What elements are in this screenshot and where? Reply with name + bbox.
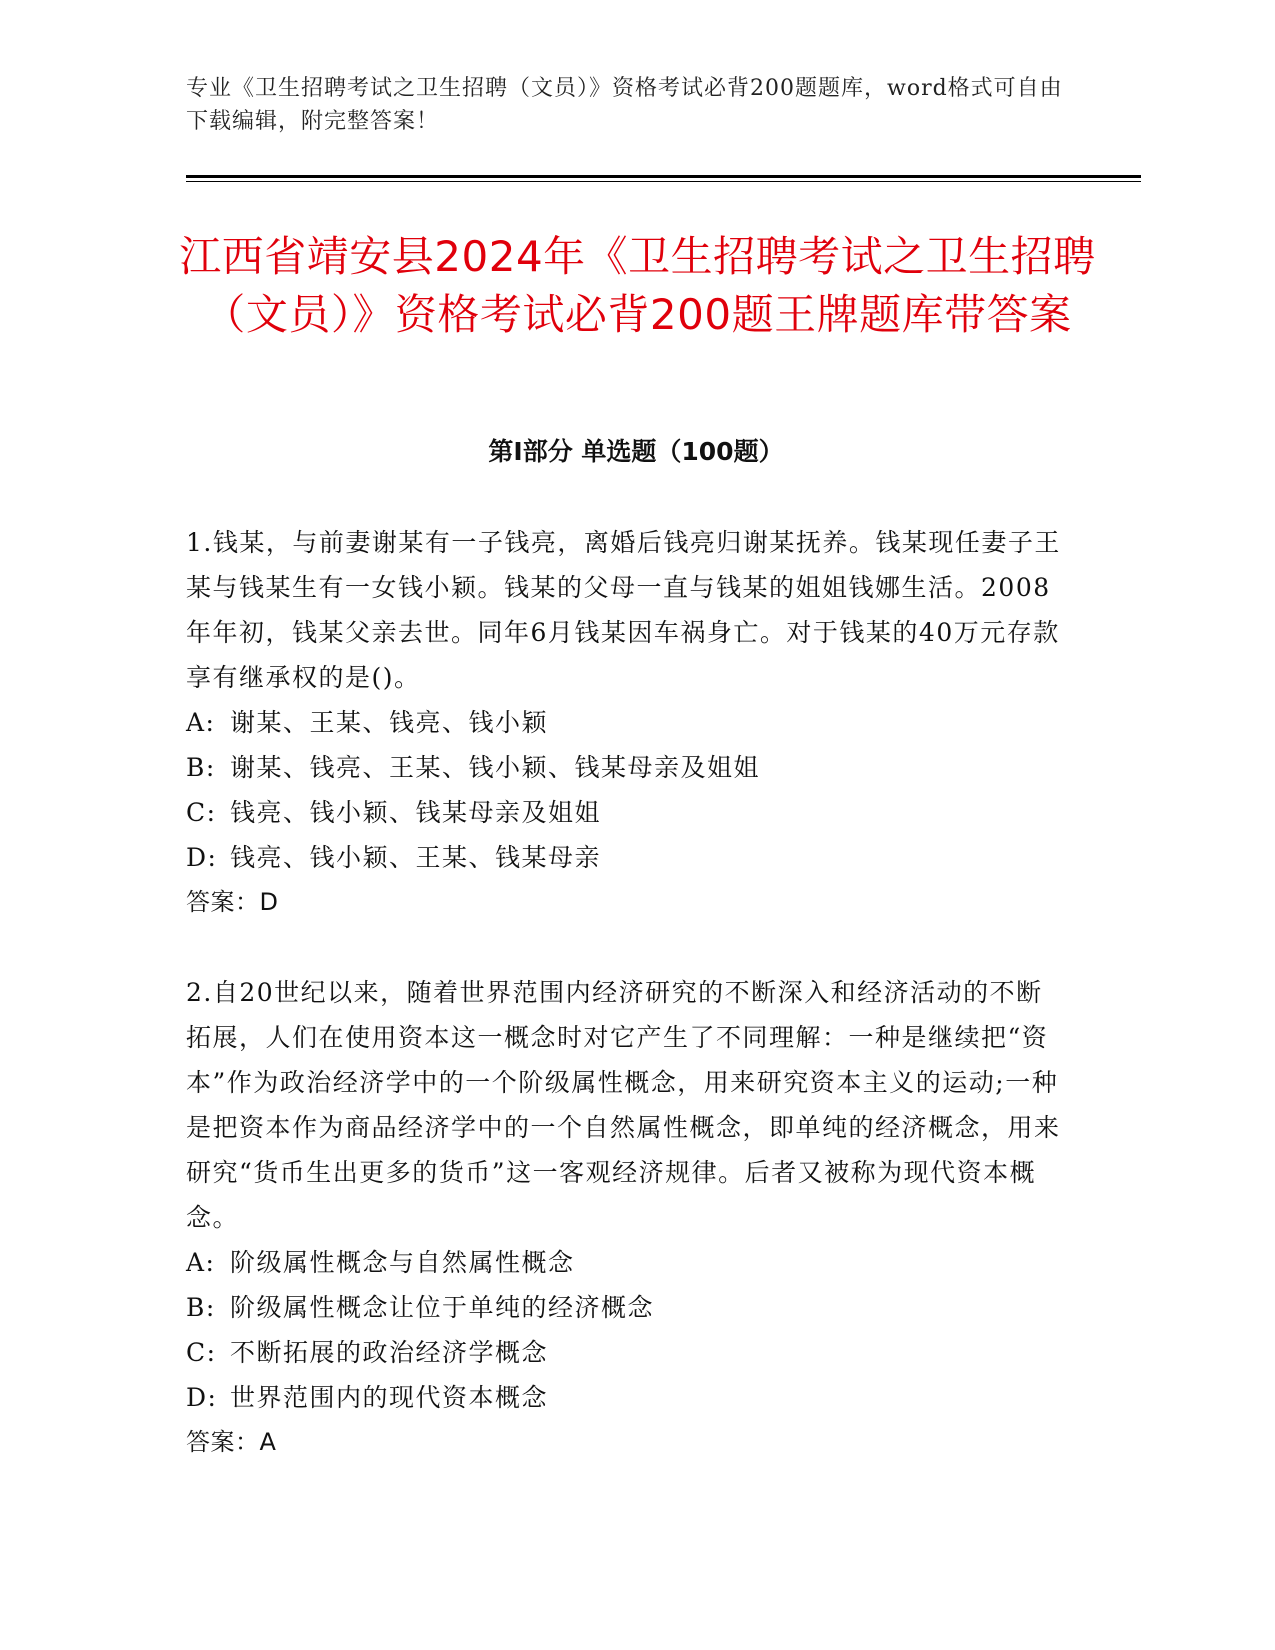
option-letter: D: (186, 843, 218, 872)
option-text: 世界范围内的现代资本概念 (230, 1383, 549, 1412)
option-text: 钱亮、钱小颖、钱某母亲及姐姐 (230, 798, 602, 827)
option-letter: D: (186, 1383, 218, 1412)
option-letter: B: (186, 1293, 216, 1322)
option-c (186, 1330, 1066, 1375)
option-a (186, 700, 1066, 745)
option-text: 阶级属性概念与自然属性概念 (230, 1248, 575, 1277)
header-note: 专业《卫生招聘考试之卫生招聘（文员）》资格考试必背200题题库，word格式可自由下载编辑，附完整答案！ (186, 76, 1063, 134)
option-a (186, 1240, 1066, 1285)
question-text: 1.钱某，与前妻谢某有一子钱亮，离婚后钱亮归谢某抚养。钱某现任妻子王某与钱某生有一女钱小颖。钱某的父母一直与钱某的姐姐钱娜生活。2008年年初，钱某父亲去世。同年6月钱某因车祸身亡。对于钱某的40万元存款享有继承权的是()。 (186, 528, 1061, 692)
option-text: 谢某、钱亮、王某、钱小颖、钱某母亲及姐姐 (230, 753, 761, 782)
question-text: 2.自20世纪以来，随着世界范围内经济研究的不断深入和经济活动的不断拓展，人们在使用资本这一概念时对它产生了不同理解：一种是继续把“资本”作为政治经济学中的一个阶级属性概念，用来研究资本主义的运动;一种是把资本作为商品经济学中的一个自然属性概念，即单纯的经济概念，用来研究“货币生出更多的货币”这一客观经济规律。后者又被称为现代资本概念。 (186, 978, 1061, 1232)
header-divider-thick (186, 175, 1141, 178)
option-d (186, 835, 1066, 880)
option-letter: A: (186, 708, 216, 737)
header-divider-thin (186, 181, 1141, 182)
option-letter: B: (186, 753, 216, 782)
option-b (186, 745, 1066, 790)
option-letter: C: (186, 1338, 217, 1367)
answer-line: 答案：D (186, 888, 279, 916)
option-b (186, 1285, 1066, 1330)
option-text: 谢某、王某、钱亮、钱小颖 (230, 708, 549, 737)
option-letter: C: (186, 798, 217, 827)
option-text: 阶级属性概念让位于单纯的经济概念 (230, 1293, 655, 1322)
question-2 (186, 970, 1066, 1465)
answer-line: 答案：A (186, 1428, 277, 1456)
option-d (186, 1375, 1066, 1420)
document-title: 江西省靖安县2024年《卫生招聘考试之卫生招聘（文员）》资格考试必背200题王牌题库带答案 (179, 232, 1096, 339)
option-text: 钱亮、钱小颖、王某、钱某母亲 (230, 843, 602, 872)
option-letter: A: (186, 1248, 216, 1277)
option-text: 不断拓展的政治经济学概念 (230, 1338, 549, 1367)
question-1 (186, 520, 1066, 925)
option-c (186, 790, 1066, 835)
section-heading: 第I部分 单选题（100题） (488, 437, 784, 466)
